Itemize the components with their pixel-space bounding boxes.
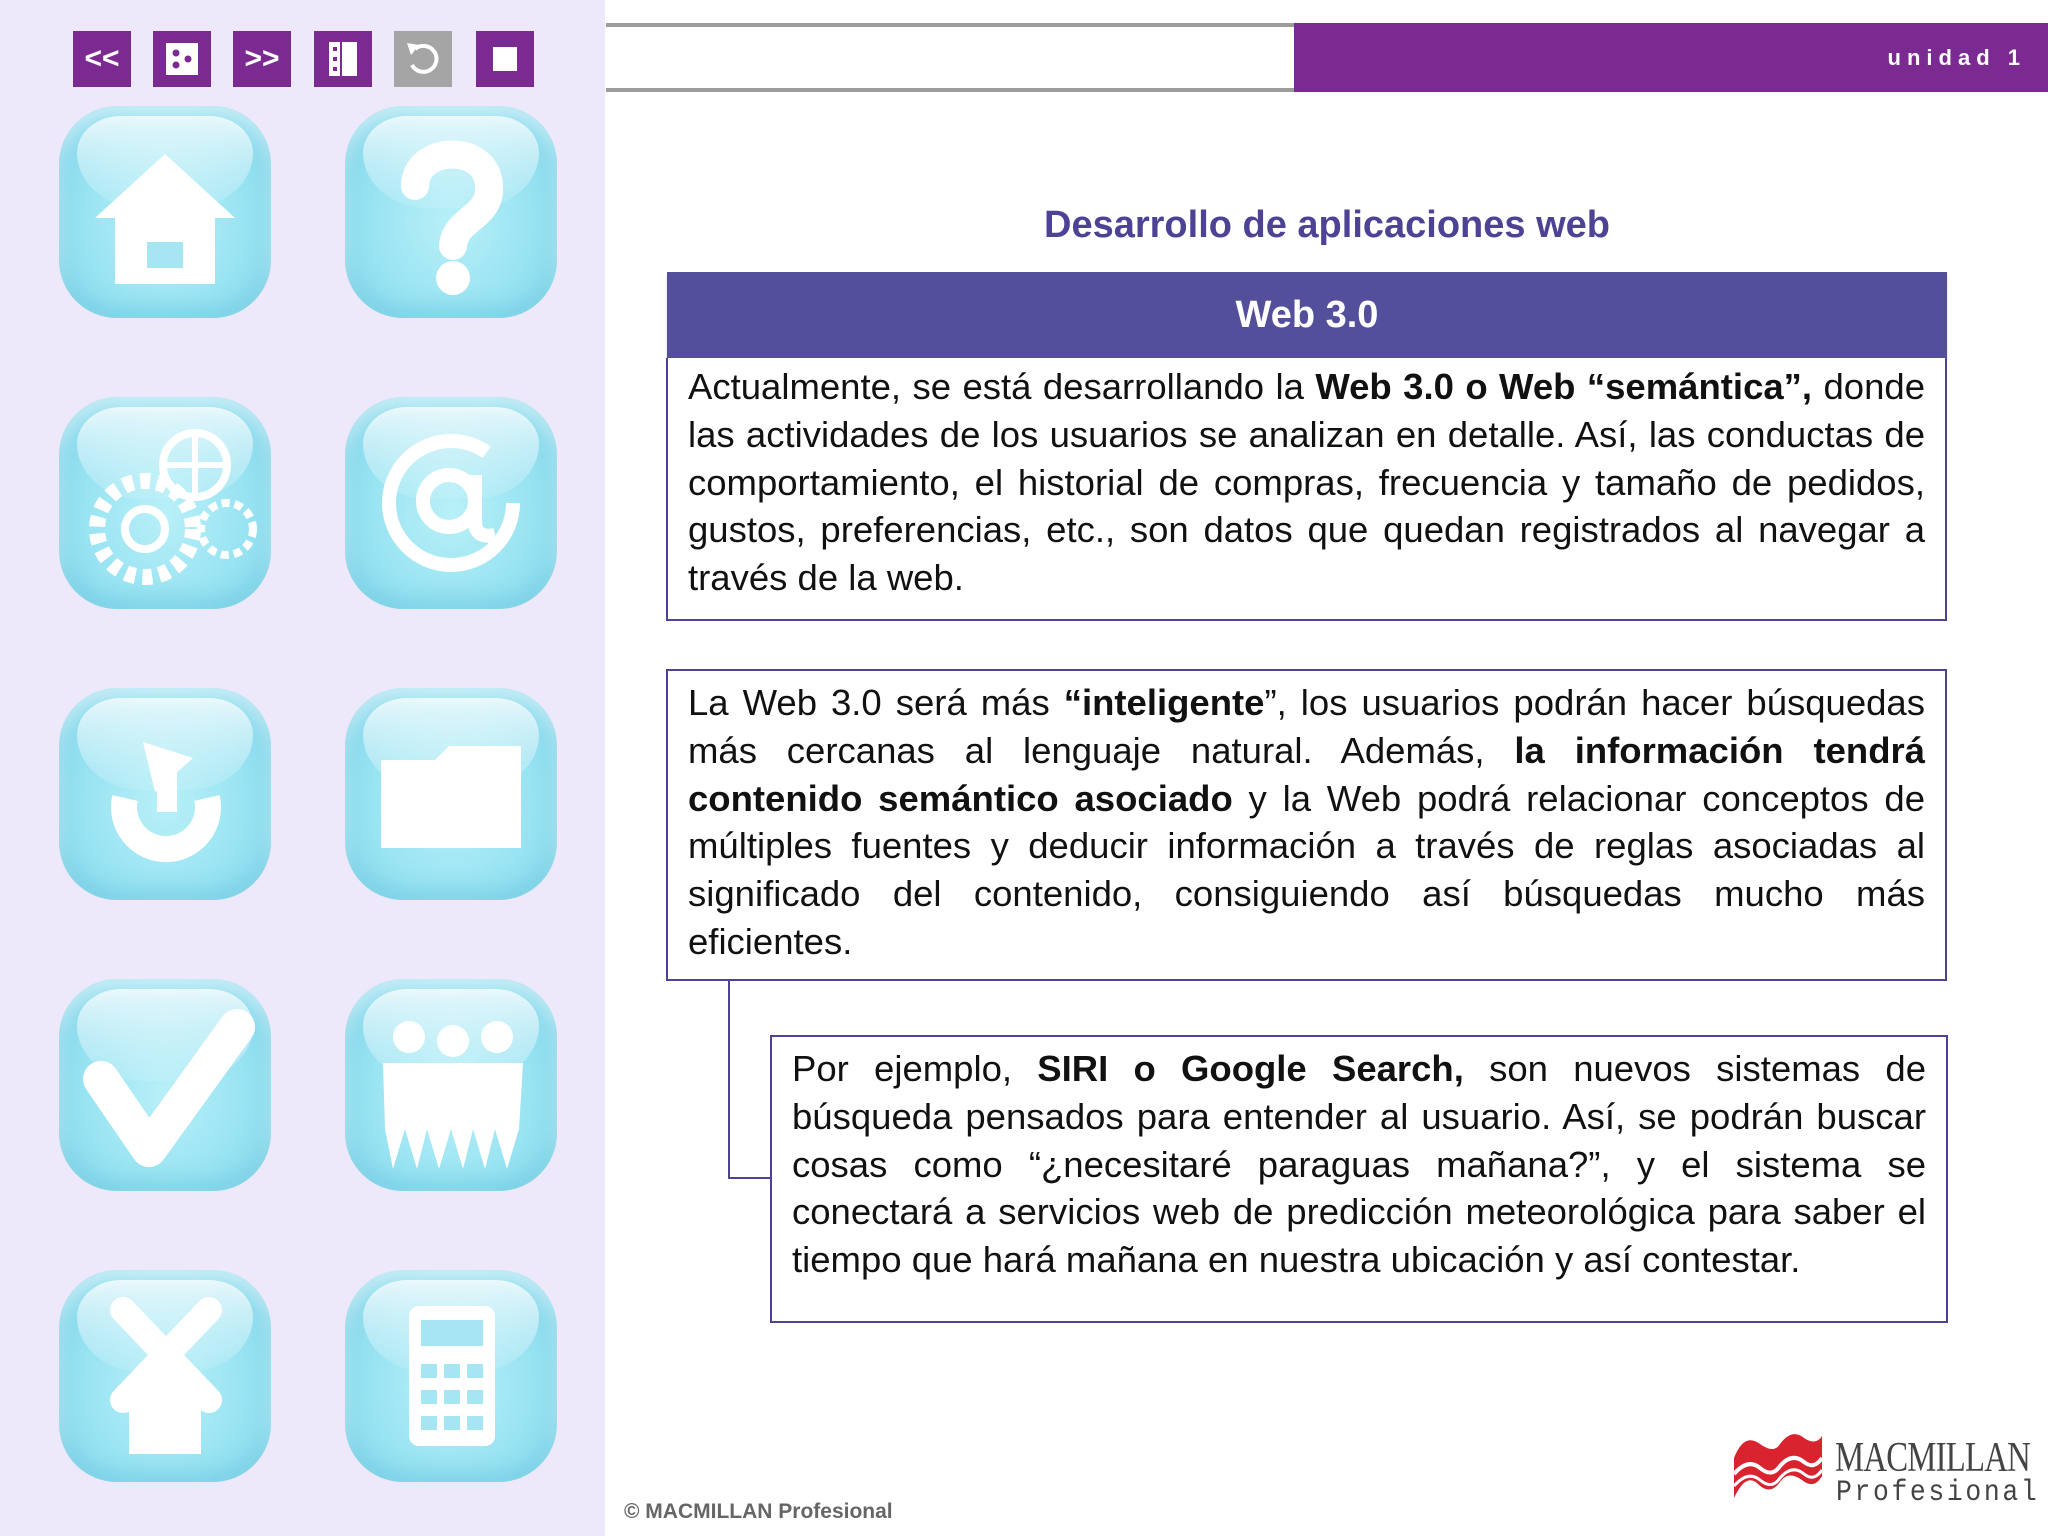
p2-text-3: y la Web podrá relacionar conceptos de múltiples fuentes y deducir información a través de reglas asociadas al significado del contenido, consiguiendo así búsquedas mucho más eficientes. (688, 777, 1926, 962)
index-button[interactable] (153, 31, 211, 87)
web3-intelligence-box (666, 669, 1947, 981)
help-button[interactable] (345, 106, 557, 318)
p1-text-1: Actualmente, se está desarrollando la (688, 366, 1316, 407)
grid-icon (165, 42, 199, 76)
p2-bold-1: “inteligente (1063, 682, 1265, 723)
section-title (667, 272, 1947, 358)
header-rule (606, 23, 1294, 92)
list-icon (328, 41, 358, 77)
next-label: >> (244, 42, 280, 75)
home-icon (59, 106, 271, 318)
p3-text-2: son nuevos sistemas de búsqueda pensados para entender al usuario. Así, se podrán buscar cosas como “¿necesitaré paraguas mañana?”, y el sistema se conectará a servicios web de predicción meteorológica para saber el tiempo que hará mañana en nuestra ubicación y así contestar. (792, 1048, 1926, 1281)
copyright-notice: © MACMILLAN Profesional (624, 1500, 893, 1523)
p2-bold-2: la información tendrá contenido semántico asociado (688, 729, 1925, 819)
windmill-house-icon (59, 1270, 271, 1482)
folder-icon (345, 688, 557, 900)
users-icon (345, 979, 557, 1191)
section-title-text: Web 3.0 (1235, 293, 1379, 336)
help-icon (345, 106, 557, 318)
refresh-button[interactable] (59, 688, 271, 900)
p2-text-2: ”, los usuarios podrán hacer búsquedas más cercanas al lenguaje natural. Además, (688, 682, 1925, 771)
windmill-house-button[interactable] (59, 1270, 271, 1482)
users-button[interactable] (345, 979, 557, 1191)
example-box (770, 1035, 1948, 1323)
p1-text-2: donde las actividades de los usuarios se analizan en detalle. Así, las conductas de comportamiento, el historial de compras, frecuencia y tamaño de pedidos, gustos, preferencias, etc., son datos que quedan registrados al navegar a través de la web. (688, 366, 1925, 599)
p3-text-1: Por ejemplo, (792, 1048, 1038, 1089)
home-button[interactable] (59, 106, 271, 318)
sidebar (0, 0, 605, 1536)
email-button[interactable] (345, 397, 557, 609)
subject-title: Desarrollo de aplicaciones web (1044, 204, 1610, 246)
list-button[interactable] (314, 31, 372, 87)
undo-button[interactable] (394, 31, 452, 87)
next-button[interactable] (233, 31, 291, 87)
header-bar (1294, 23, 2048, 92)
settings-button[interactable] (59, 397, 271, 609)
logo-subtitle: Profesional (1836, 1476, 2040, 1510)
connector-line (728, 981, 770, 1179)
refresh-icon (59, 688, 271, 900)
email-icon (345, 397, 557, 609)
previous-label: << (84, 42, 120, 75)
stop-button[interactable] (476, 31, 534, 87)
p1-bold-1: Web 3.0 o Web “semántica”, (1315, 366, 1813, 407)
settings-icon (59, 397, 271, 609)
unit-label: unidad 1 (1887, 45, 2026, 70)
stop-icon (491, 45, 519, 73)
undo-icon (403, 39, 443, 79)
web3-definition-box (666, 358, 1947, 621)
logo-wordmark: MACMILLAN (1835, 1435, 2030, 1481)
publisher-logo (1730, 1424, 2040, 1514)
check-button[interactable] (59, 979, 271, 1191)
folder-button[interactable] (345, 688, 557, 900)
p3-bold-1: SIRI o Google Search, (1037, 1048, 1464, 1089)
previous-button[interactable] (73, 31, 131, 87)
p2-text-1: La Web 3.0 será más (688, 682, 1064, 723)
check-icon (59, 979, 271, 1191)
calculator-icon (345, 1270, 557, 1482)
calculator-button[interactable] (345, 1270, 557, 1482)
macmillan-logo-icon (1730, 1424, 1826, 1508)
